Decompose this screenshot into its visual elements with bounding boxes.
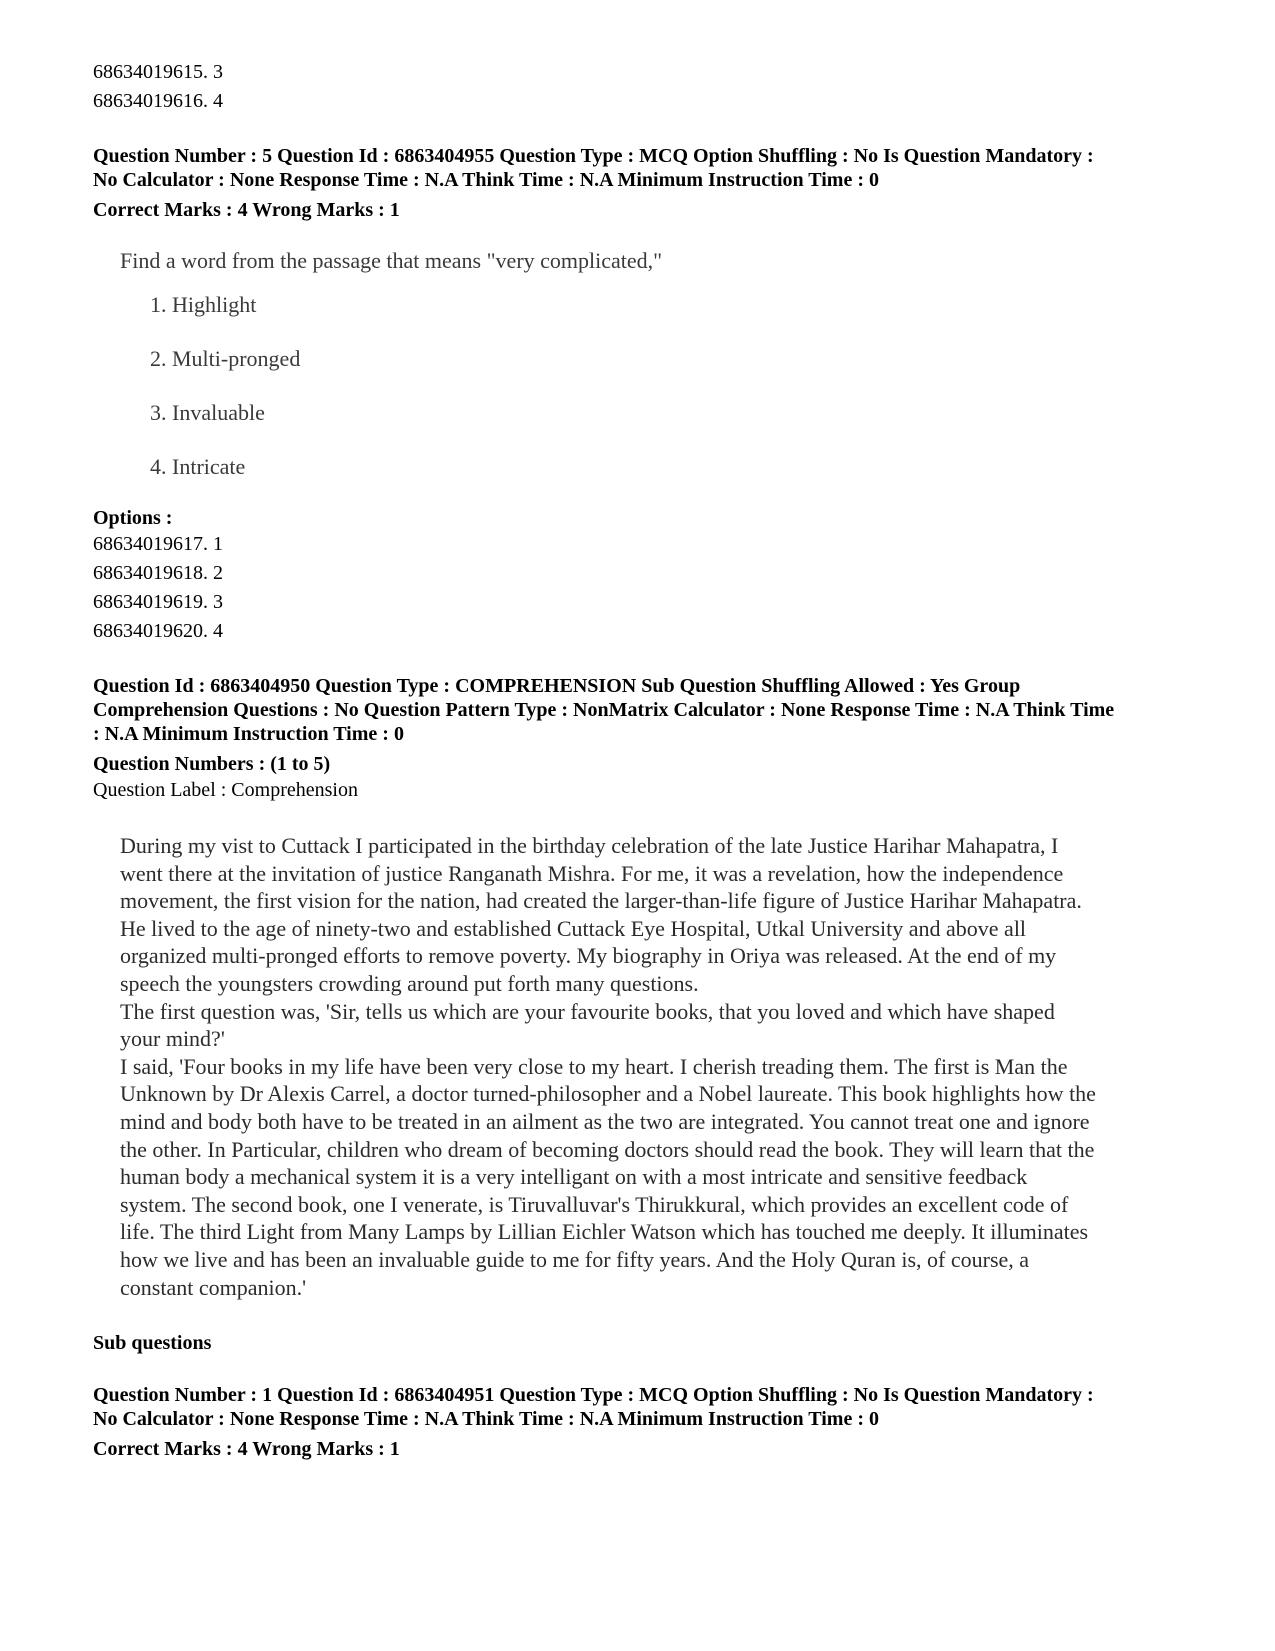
passage-line: system. The second book, one I venerate, is Tiruvalluvar's Thirukkural, which provides an excellent code of (120, 1191, 1069, 1217)
question-meta-line: Question Id : 6863404950 Question Type : COMPREHENSION Sub Question Shuffling Allowed : Yes Group (93, 675, 1021, 697)
previous-options (93, 58, 1193, 116)
passage-line: constant companion.' (120, 1274, 307, 1300)
choice-item: 3. Invaluable (150, 400, 265, 425)
passage-line: how we live and has been an invaluable guide to me for fifty years. And the Holy Quran is, of course, a (120, 1246, 1030, 1272)
question-meta-line: : N.A Minimum Instruction Time : 0 (93, 723, 404, 745)
question-meta-line: Question Number : 5 Question Id : 6863404955 Question Type : MCQ Option Shuffling : No Is Question Mandatory : (93, 145, 1094, 167)
passage-line: your mind?' (120, 1026, 225, 1052)
passage-line: human body a mechanical system it is a very intelligant on with a most intricate and sensitive feedback (120, 1164, 1028, 1190)
passage-line: the other. In Particular, children who dream of becoming doctors should read the book. They will learn that the (120, 1136, 1095, 1162)
question-5-options (93, 506, 1193, 646)
marks-line: Correct Marks : 4 Wrong Marks : 1 (93, 1438, 400, 1461)
question-1-header (93, 1383, 1193, 1461)
question-numbers: Question Numbers : (1 to 5) (93, 753, 331, 775)
question-text: Find a word from the passage that means "very complicated," (120, 248, 663, 273)
question-5-body (120, 246, 1193, 482)
option-line: 68634019615. 3 (93, 61, 223, 83)
passage-line: He lived to the age of ninety-two and established Cuttack Eye Hospital, Utkal University and above all (120, 915, 1027, 941)
passage-line: The first question was, 'Sir, tells us which are your favourite books, that you loved and which have shaped (120, 998, 1055, 1024)
option-line: 68634019616. 4 (93, 90, 223, 112)
choice-list (150, 290, 1193, 482)
passage-line: Unknown by Dr Alexis Carrel, a doctor turned-philosopher and a Nobel laureate. This book highlights how the (120, 1081, 1096, 1107)
sub-questions-heading-block (93, 1331, 1193, 1355)
question-5-header (93, 144, 1193, 222)
choice-item: 1. Highlight (150, 292, 257, 317)
passage-line: During my vist to Cuttack I participated in the birthday celebration of the late Justice Harihar Mahapatra, I (120, 833, 1059, 858)
choice-item: 2. Multi-pronged (150, 346, 301, 371)
comprehension-header (93, 674, 1193, 804)
question-label: Question Label : Comprehension (93, 779, 358, 801)
passage-line: organized multi-pronged efforts to remove poverty. My biography in Oriya was released. At the end of my (120, 943, 1057, 969)
question-meta-line: Comprehension Questions : No Question Pattern Type : NonMatrix Calculator : None Response Time : N.A Think Time (93, 699, 1115, 721)
question-meta-line: Question Number : 1 Question Id : 6863404951 Question Type : MCQ Option Shuffling : No Is Question Mandatory : (93, 1384, 1094, 1407)
passage-line: movement, the first vision for the nation, had created the larger-than-life figure of Justice Harihar Mahapatra. (120, 888, 1082, 914)
passage-line: mind and body both have to be treated in an ailment as the two are integrated. You cannot treat one and ignore (120, 1108, 1090, 1134)
document-page (93, 58, 1193, 1461)
option-line: 68634019618. 2 (93, 562, 223, 584)
option-line: 68634019619. 3 (93, 591, 223, 613)
choice-item: 4. Intricate (150, 454, 246, 479)
comprehension-passage (120, 832, 1200, 1301)
passage-line: life. The third Light from Many Lamps by Lillian Eichler Watson which has touched me deeply. It illuminates (120, 1219, 1089, 1245)
passage-line: speech the youngsters crowding around put forth many questions. (120, 970, 699, 996)
question-meta-line: No Calculator : None Response Time : N.A Think Time : N.A Minimum Instruction Time : 0 (93, 1408, 879, 1431)
question-meta-line: No Calculator : None Response Time : N.A Think Time : N.A Minimum Instruction Time : 0 (93, 169, 879, 191)
options-label: Options : (93, 507, 173, 529)
option-line: 68634019620. 4 (93, 620, 223, 642)
option-line: 68634019617. 1 (93, 533, 223, 555)
passage-line: I said, 'Four books in my life have been very close to my heart. I cherish treading them. The first is Man the (120, 1053, 1068, 1079)
marks-line: Correct Marks : 4 Wrong Marks : 1 (93, 199, 400, 221)
passage-line: went there at the invitation of justice Ranganath Mishra. For me, it was a revelation, how the independence (120, 860, 1064, 886)
sub-questions-heading: Sub questions (93, 1332, 212, 1355)
